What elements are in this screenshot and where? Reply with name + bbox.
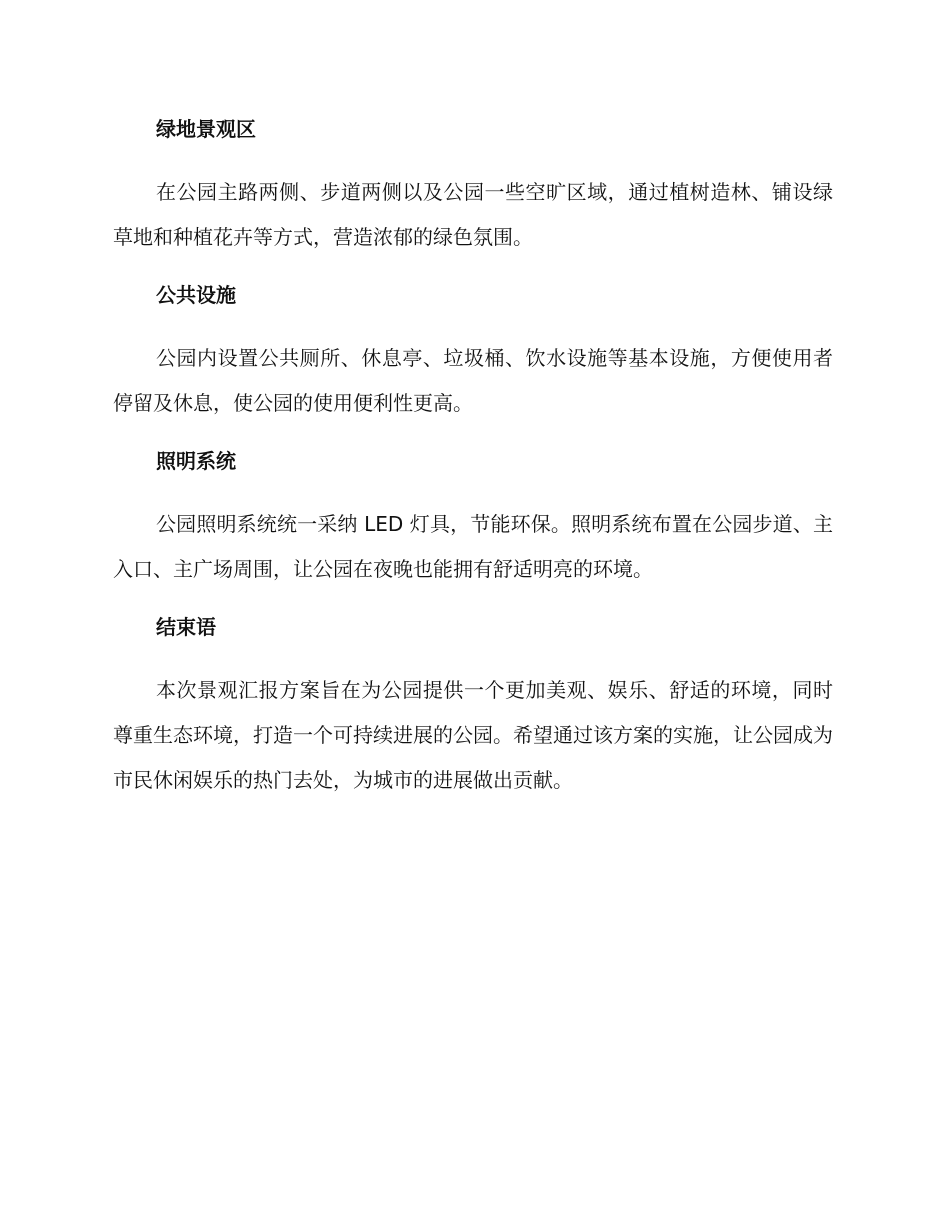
section-heading: 公共设施 <box>156 283 236 307</box>
section-paragraph: 公园内设置公共厕所、休息亭、垃圾桶、饮水设施等基本设施，方便使用者停留及休息，使公园的使用便利性更高。 <box>113 346 833 415</box>
section-conclusion <box>113 610 833 803</box>
section-heading: 照明系统 <box>156 449 236 473</box>
document-content <box>113 112 833 803</box>
section-heading: 绿地景观区 <box>156 117 256 141</box>
section-paragraph: 本次景观汇报方案旨在为公园提供一个更加美观、娱乐、舒适的环境，同时尊重生态环境，打造一个可持续进展的公园。希望通过该方案的实施，让公园成为市民休闲娱乐的热门去处，为城市的进展做出贡献。 <box>113 678 833 792</box>
section-paragraph: 在公园主路两侧、步道两侧以及公园一些空旷区域，通过植树造林、铺设绿草地和种植花卉等方式，营造浓郁的绿色氛围。 <box>113 180 833 249</box>
section-lighting-system <box>113 444 833 610</box>
section-public-facilities <box>113 278 833 444</box>
section-green-landscape <box>113 112 833 278</box>
section-heading: 结束语 <box>156 615 216 639</box>
section-paragraph: 公园照明系统统一采纳 LED 灯具，节能环保。照明系统布置在公园步道、主入口、主广场周围，让公园在夜晚也能拥有舒适明亮的环境。 <box>113 512 833 581</box>
